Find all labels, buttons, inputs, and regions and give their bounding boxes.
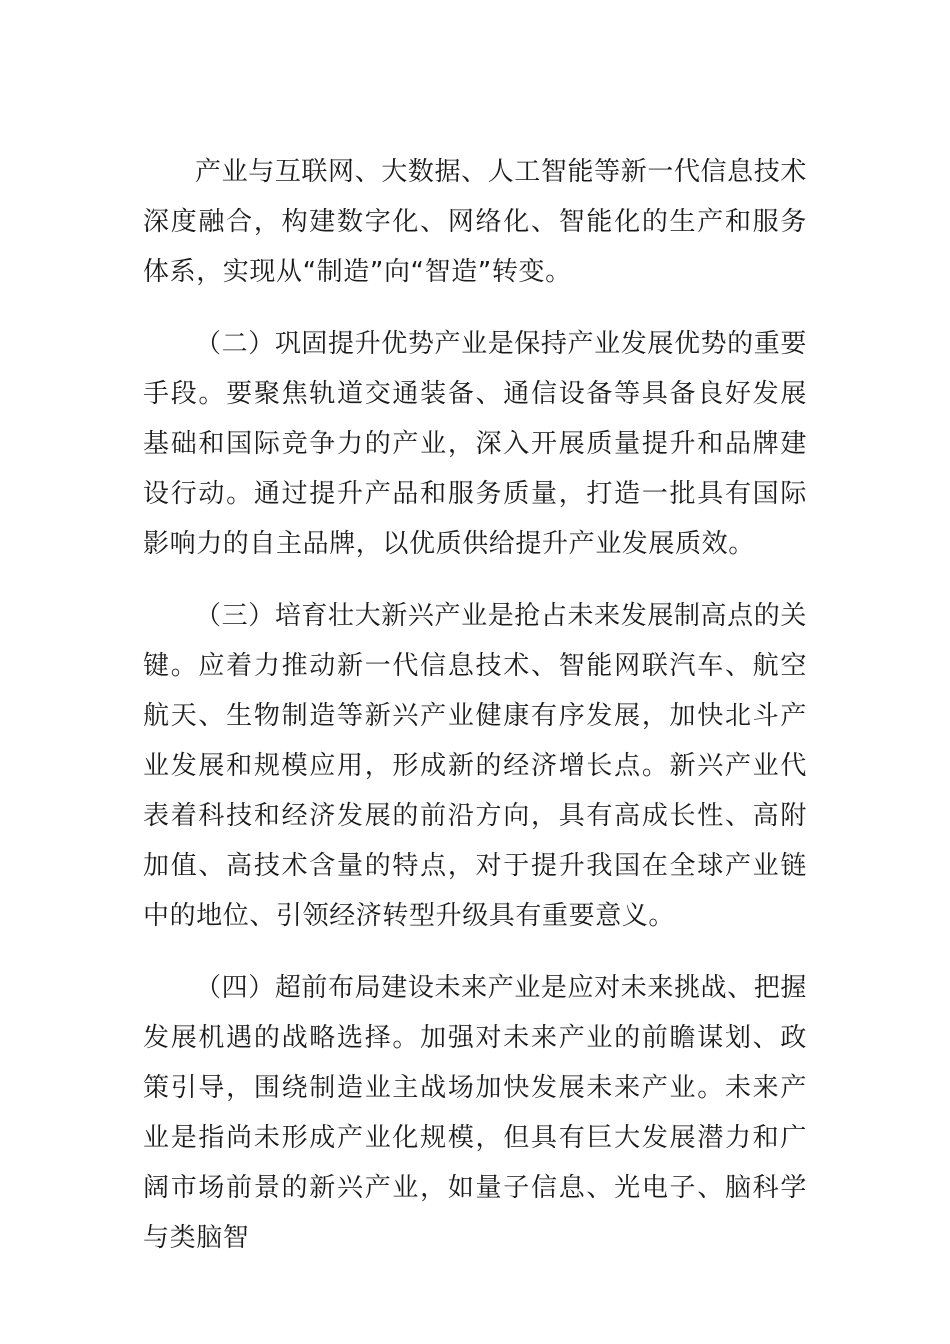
paragraph-3: （三）培育壮大新兴产业是抢占未来发展制高点的关键。应着力推动新一代信息技术、智能网联汽车、航空航天、生物制造等新兴产业健康有序发展，加快北斗产业发展和规模应用，形成新的经济增长点。新兴产业代表着科技和经济发展的前沿方向，具有高成长性、高附加值、高技术含量的特点，对于提升我国在全球产业链中的地位、引领经济转型升级具有重要意义。 xyxy=(143,601,807,931)
paragraph-2: （二）巩固提升优势产业是保持产业发展优势的重要手段。要聚焦轨道交通装备、通信设备等具备良好发展基础和国际竞争力的产业，深入开展质量提升和品牌建设行动。通过提升产品和服务质量，打造一批具有国际影响力的自主品牌，以优质供给提升产业发展质效。 xyxy=(143,329,807,559)
paragraph-1: 产业与互联网、大数据、人工智能等新一代信息技术深度融合，构建数字化、网络化、智能化的生产和服务体系，实现从“制造”向“智造”转变。 xyxy=(143,157,807,287)
paragraph-4: （四）超前布局建设未来产业是应对未来挑战、把握发展机遇的战略选择。加强对未来产业的前瞻谋划、政策引导，围绕制造业主战场加快发展未来产业。未来产业是指尚未形成产业化规模，但具有巨大发展潜力和广阔市场前景的新兴产业，如量子信息、光电子、脑科学与类脑智 xyxy=(143,973,807,1253)
document-page xyxy=(143,147,807,1285)
